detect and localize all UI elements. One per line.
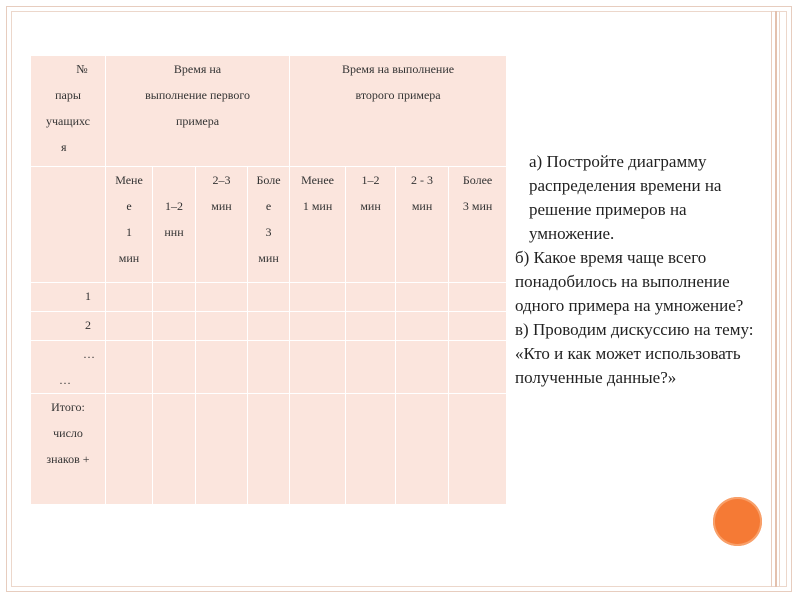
table-cell (346, 312, 396, 341)
table-cell (346, 283, 396, 312)
subheader-empty (31, 167, 106, 283)
task-b: б) Какое время чаще всего понадобилось на выполнение одного примера на умножение? (515, 248, 744, 315)
table-cell (196, 341, 248, 394)
task-c: в) Проводим дискуссию на тему: «Кто и как может использовать полученные данные?» (515, 320, 754, 387)
table-cell (290, 283, 346, 312)
orange-circle-decoration (713, 497, 762, 546)
table-cell (153, 341, 196, 394)
table-cell (449, 341, 507, 394)
table-row (31, 341, 507, 394)
table-cell (248, 341, 290, 394)
subheader-1-2-min-second: 1–2 мин (346, 167, 396, 283)
row-number: 2 (31, 312, 106, 341)
table-cell (290, 394, 346, 505)
decor-line (775, 11, 777, 587)
subheader-1-2-min-first: 1–2 ннн (153, 167, 196, 283)
header-pair-number: № пары учащихс я (31, 56, 106, 167)
row-number: 1 (31, 283, 106, 312)
time-distribution-table (30, 55, 507, 505)
table-cell (196, 312, 248, 341)
header-second-example: Время на выполнение второго примера (290, 56, 507, 167)
row-ellipsis: … … (31, 341, 106, 394)
table-cell (449, 312, 507, 341)
table-cell (396, 341, 449, 394)
table-cell (196, 394, 248, 505)
subheader-more-3-min-second: Более 3 мин (449, 167, 507, 283)
subheader-less-1-min-second: Менее 1 мин (290, 167, 346, 283)
task-list (515, 150, 765, 390)
table-cell (346, 341, 396, 394)
table-cell (449, 283, 507, 312)
subheader-2-3-min-second: 2 - 3 мин (396, 167, 449, 283)
table-row (31, 283, 507, 312)
table-cell (106, 341, 153, 394)
decor-line (779, 11, 780, 587)
table-cell (449, 394, 507, 505)
table-cell (153, 283, 196, 312)
table-cell (248, 283, 290, 312)
table-cell (290, 341, 346, 394)
table-cell (106, 394, 153, 505)
table-cell (153, 312, 196, 341)
table-cell (153, 394, 196, 505)
subheader-more-3-min-first: Боле е 3 мин (248, 167, 290, 283)
task-a: а) Постройте диаграмму распределения времени на решение примеров на умножение. (529, 152, 722, 243)
table-cell (396, 312, 449, 341)
table-cell (248, 312, 290, 341)
table-cell (290, 312, 346, 341)
table-cell (106, 283, 153, 312)
table-cell (396, 283, 449, 312)
table-cell (396, 394, 449, 505)
table-cell (106, 312, 153, 341)
total-label: Итого: число знаков + (31, 394, 106, 505)
decor-line (771, 11, 772, 587)
table-row (31, 312, 507, 341)
subheader-less-1-min-first: Мене е 1 мин (106, 167, 153, 283)
table-row-total (31, 394, 507, 505)
table-cell (196, 283, 248, 312)
subheader-2-3-min-first: 2–3 мин (196, 167, 248, 283)
table-cell (248, 394, 290, 505)
table-cell (346, 394, 396, 505)
header-first-example: Время на выполнение первого примера (106, 56, 290, 167)
